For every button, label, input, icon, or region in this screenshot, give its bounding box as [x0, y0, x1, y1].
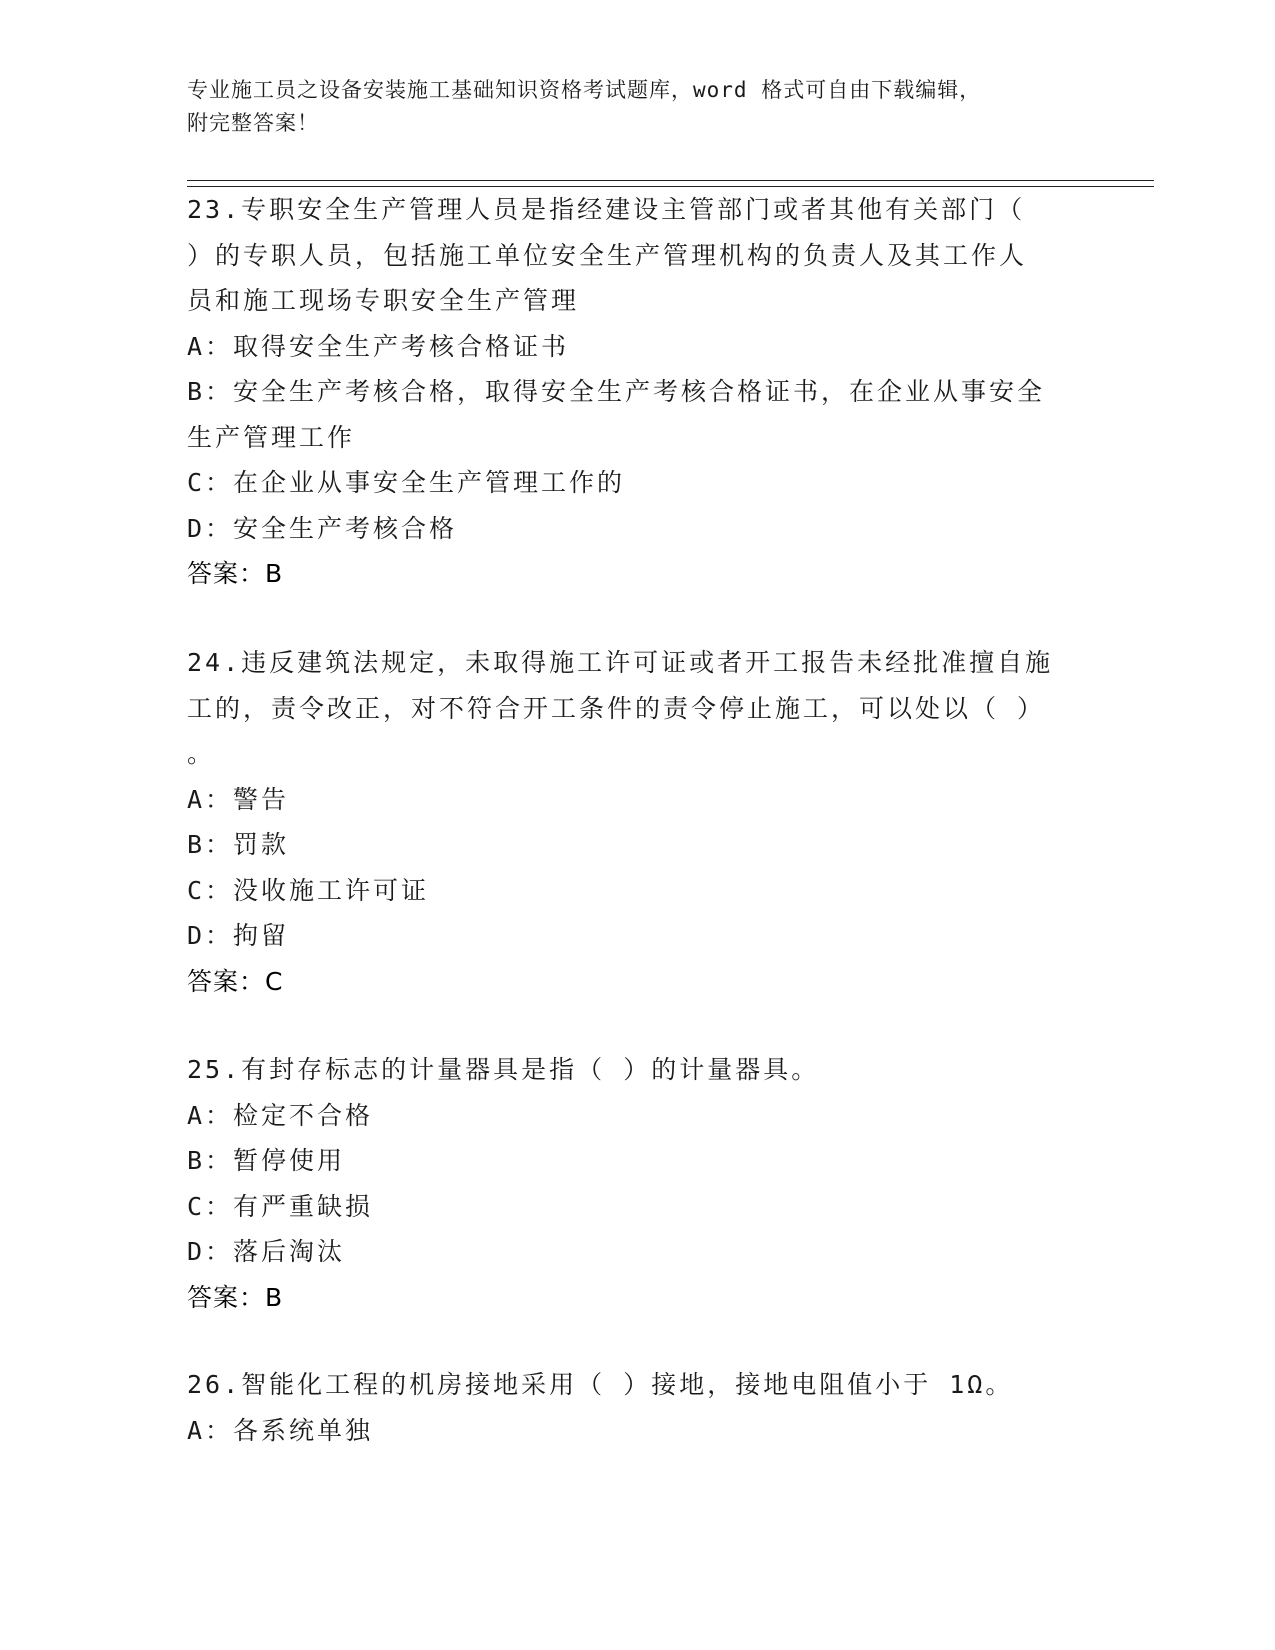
option-b-continued: 生产管理工作 — [187, 422, 356, 452]
question-stem-line: 25.有封存标志的计量器具是指（ ）的计量器具。 — [187, 1055, 820, 1084]
question-stem-line: 23.专职安全生产管理人员是指经建设主管部门或者其他有关部门（ — [187, 195, 1026, 224]
question-stem-line: 。 — [187, 739, 216, 768]
option-c: C：在企业从事安全生产管理工作的 — [187, 468, 626, 497]
option-d: D：安全生产考核合格 — [187, 513, 458, 543]
option-a: A：取得安全生产考核合格证书 — [187, 331, 570, 361]
header-rule-top — [187, 180, 1154, 181]
document-header — [187, 74, 1067, 140]
question-stem-line: 26.智能化工程的机房接地采用（ ）接地，接地电阻值小于 1Ω。 — [187, 1370, 1014, 1399]
option-b: B：暂停使用 — [187, 1146, 346, 1175]
question-stem-line: 工的，责令改正，对不符合开工条件的责令停止施工，可以处以（ ） — [187, 693, 1046, 723]
header-line-1: 专业施工员之设备安装施工基础知识资格考试题库，word 格式可自由下载编辑， — [187, 78, 982, 102]
answer: 答案：B — [187, 559, 284, 588]
option-b: B：罚款 — [187, 830, 290, 859]
header-line-2: 附完整答案！ — [187, 111, 319, 135]
question-stem-line: ）的专职人员，包括施工单位安全生产管理机构的负责人及其工作人 — [187, 240, 1028, 270]
option-a: A：警告 — [187, 784, 290, 814]
question-24 — [187, 640, 1072, 1004]
option-a: A：检定不合格 — [187, 1100, 374, 1130]
option-c: C：没收施工许可证 — [187, 875, 430, 905]
option-b: B：安全生产考核合格，取得安全生产考核合格证书，在企业从事安全 — [187, 377, 1046, 406]
question-stem-line: 24.违反建筑法规定，未取得施工许可证或者开工报告未经批准擅自施 — [187, 648, 1054, 677]
option-d: D：落后淘汰 — [187, 1237, 346, 1266]
question-25 — [187, 1047, 1072, 1320]
option-a: A：各系统单独 — [187, 1415, 374, 1445]
option-d: D：拘留 — [187, 921, 290, 950]
answer: 答案：B — [187, 1282, 284, 1312]
answer: 答案：C — [187, 966, 284, 996]
question-26 — [187, 1362, 1072, 1453]
question-stem-line: 员和施工现场专职安全生产管理 — [187, 286, 580, 315]
question-23 — [187, 187, 1072, 597]
option-c: C：有严重缺损 — [187, 1191, 374, 1221]
